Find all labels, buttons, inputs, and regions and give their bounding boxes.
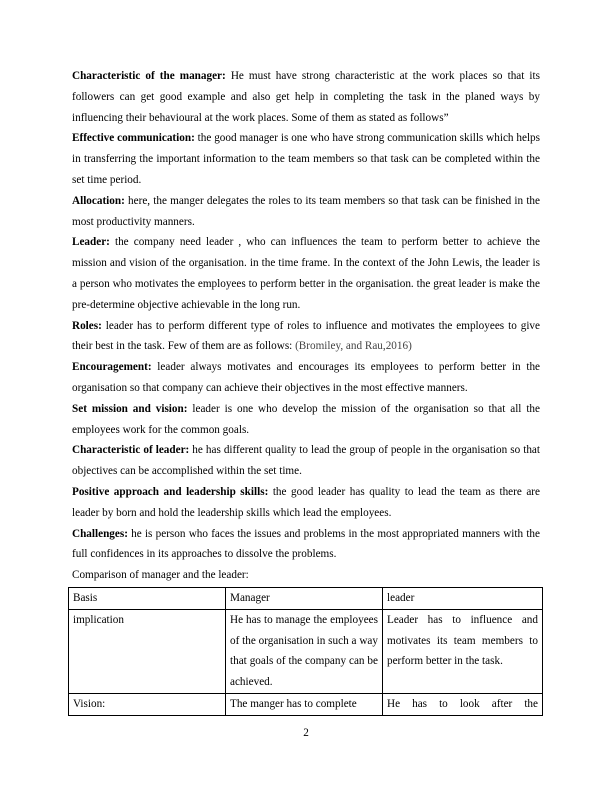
- paragraph-heading: Roles:: [72, 319, 102, 332]
- paragraph-set-mission-and-vision: [72, 399, 540, 441]
- paragraph-text: leader always motivates and encourages its employees to perform better in the organisation so that company can achieve their objectives in the most effective manners.: [72, 361, 540, 394]
- paragraph-heading: Effective communication:: [72, 132, 195, 145]
- paragraph-text: leader is one who develop the mission of the organisation so that all the employees work for the common goals.: [72, 402, 540, 436]
- paragraph-heading: Characteristic of leader:: [72, 444, 190, 457]
- paragraph-heading: Challenges:: [72, 527, 128, 540]
- page-number: 2: [303, 727, 309, 739]
- table-row: [69, 693, 543, 715]
- paragraph-text: He must have strong characteristic at the work places so that its followers can get good example and also get help in completing the task in the planed ways by influencing their behavioural at the work places. Some of them as stated as follows”: [72, 70, 540, 124]
- table-cell: He has to manage the employees of the organisation in such a way that goals of the company can be achieved.: [226, 609, 383, 693]
- paragraph-characteristic-of-manager: [72, 66, 540, 128]
- comparison-intro: Comparison of manager and the leader:: [72, 569, 249, 582]
- paragraph-leader: [72, 232, 540, 315]
- paragraph-allocation: [72, 191, 540, 233]
- table-cell: implication: [69, 609, 226, 693]
- table-header-cell: Manager: [226, 587, 383, 609]
- table-row: [69, 609, 543, 693]
- paragraph-text: here, the manger delegates the roles to its team members so that task can be finished in the most productivity manners.: [72, 194, 540, 228]
- paragraph-text: leader has to perform different type of roles to influence and motivates the employees to give their best in the task. Few of them are as follows:: [72, 319, 540, 353]
- table-header-row: [69, 587, 543, 609]
- paragraph-heading: Leader:: [72, 236, 110, 249]
- table-cell: Vision:: [69, 693, 226, 715]
- citation: (Bromiley, and Rau,2016): [295, 340, 412, 353]
- table-cell: Leader has to influence and motivates its team members to perform better in the task.: [383, 609, 543, 693]
- paragraph-encouragement: [72, 357, 540, 399]
- table-header-cell: Basis: [69, 587, 226, 609]
- table-cell: The manger has to complete: [226, 693, 383, 715]
- paragraph-heading: Positive approach and leadership skills:: [72, 485, 269, 498]
- paragraph-challenges: [72, 524, 540, 566]
- paragraph-text: the good manager is one who have strong communication skills which helps in transferring the important information to the team members so that task can be completed within the set time period.: [72, 132, 540, 186]
- paragraph-effective-communication: [72, 128, 540, 190]
- paragraph-positive-approach: [72, 482, 540, 524]
- paragraph-heading: Allocation:: [72, 194, 125, 207]
- paragraph-heading: Characteristic of the manager:: [72, 70, 226, 82]
- paragraph-text: he is person who faces the issues and problems in the most appropriated manners with the full confidences in its approaches to dissolve the problems.: [72, 527, 540, 561]
- document-body: [72, 66, 540, 716]
- paragraph-heading: Set mission and vision:: [72, 402, 188, 415]
- paragraph-roles: [72, 316, 540, 358]
- paragraph-text: he has different quality to lead the group of people in the organisation so that objectives can be accomplished within the set time.: [72, 444, 540, 478]
- paragraph-characteristic-of-leader: [72, 440, 540, 482]
- table-header-cell: leader: [383, 587, 543, 609]
- paragraph-text: the good leader has quality to lead the team as there are leader by born and hold the leadership skills which lead the employees.: [72, 485, 540, 519]
- paragraph-text: the company need leader , who can influences the team to perform better to achieve the mission and vision of the organisation. in the time frame. In the context of the John Lewis, the leader is a person who motivates the employees to perform better in the organisation. the great leader is make the pre-determine objective achievable in the long run.: [72, 236, 540, 311]
- paragraph-heading: Encouragement:: [72, 361, 152, 374]
- comparison-table: [68, 587, 543, 716]
- table-cell: He has to look after the: [383, 693, 543, 715]
